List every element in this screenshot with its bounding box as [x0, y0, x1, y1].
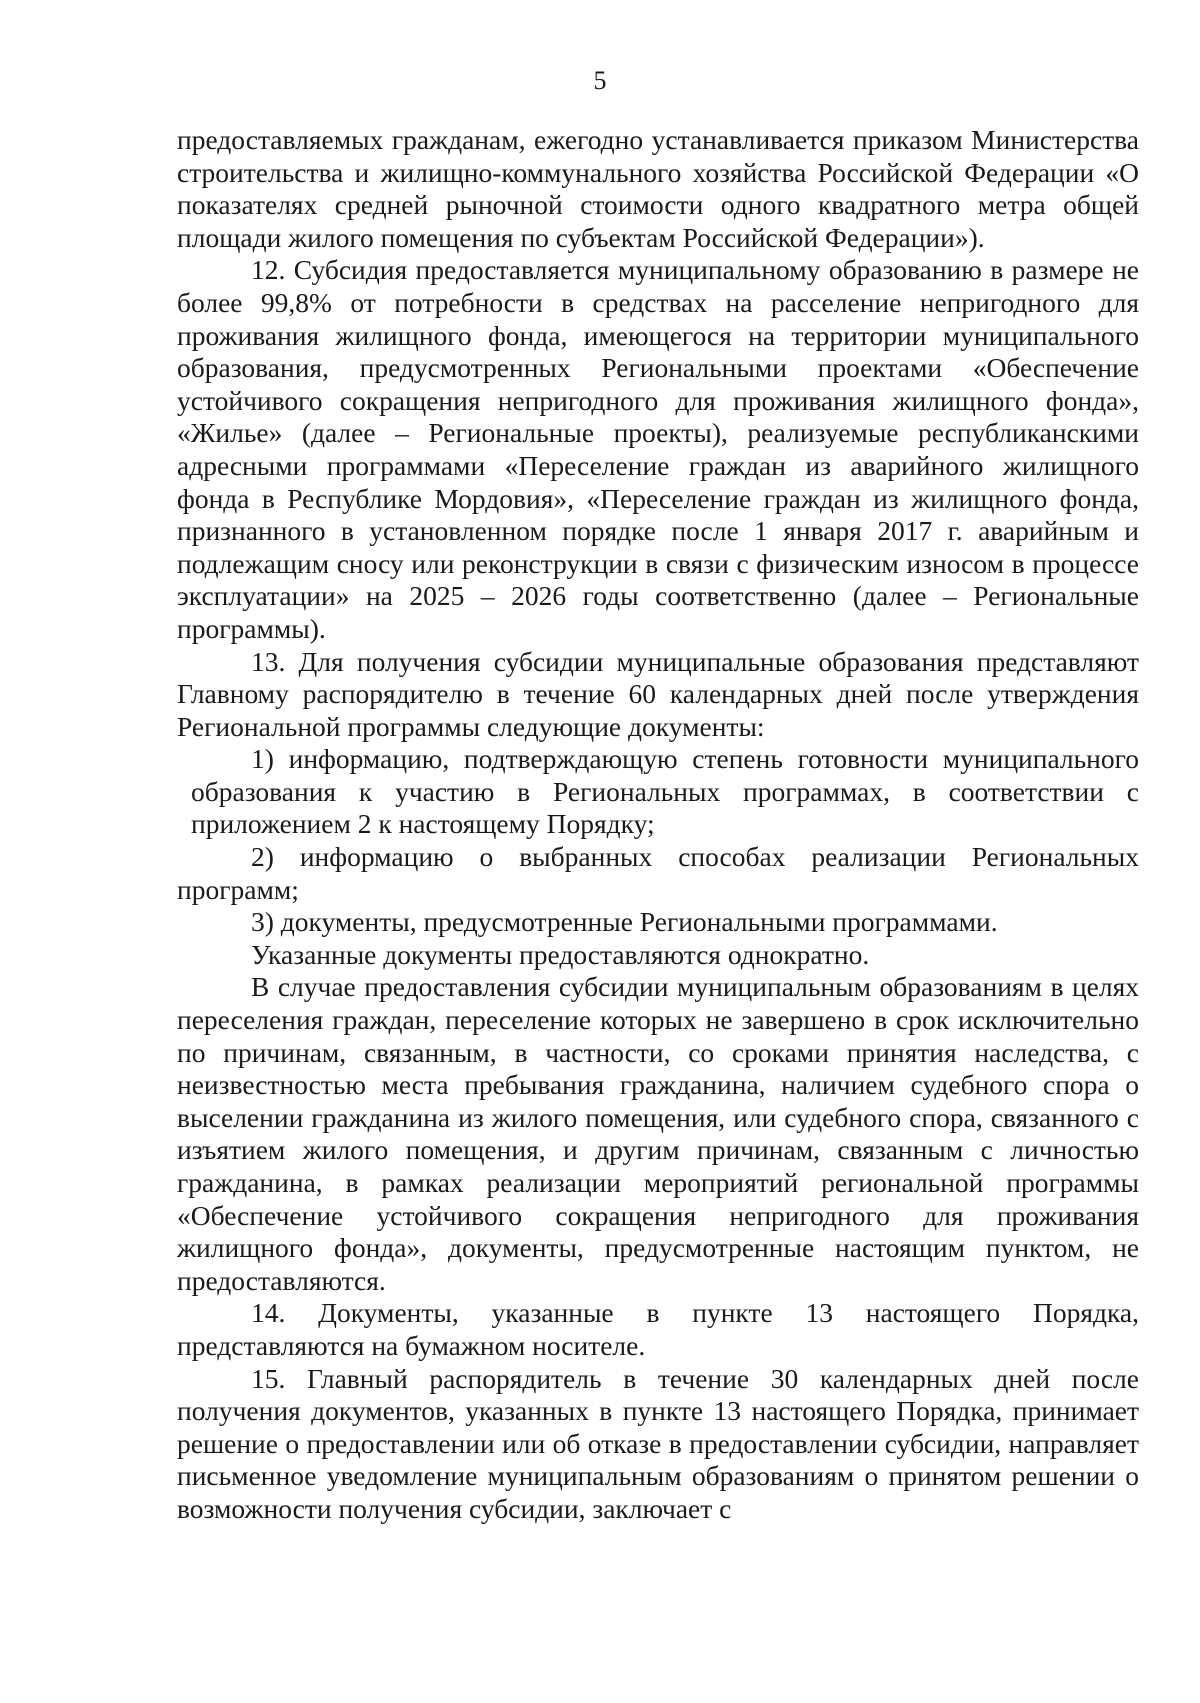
page-number: 5: [593, 66, 607, 95]
paragraph-13-item-2: 2) информацию о выбранных способах реализации Региональных программ;: [177, 841, 1139, 905]
paragraph-15: 15. Главный распорядитель в течение 30 календарных дней после получения документов, указанных в пункте 13 настоящего Порядка, принимает решение о предоставлении или об отказе в предоставлении субсидии, направляет письменное уведомление муниципальным образованиям о принятом решении о возможности получения субсидии, заключает с: [177, 1362, 1139, 1524]
paragraph-13-item-1: 1) информацию, подтверждающую степень готовности муниципального образования к участию в Региональных программах, в соответствии с приложением 2 к настоящему Порядку;: [191, 743, 1139, 840]
paragraph-12: 12. Субсидия предоставляется муниципальному образованию в размере не более 99,8% от потребности в средствах на расселение непригодного для проживания жилищного фонда, имеющегося на территории муниципального образования, предусмотренных Региональными проектами «Обеспечение устойчивого сокращения непригодного для проживания жилищного фонда», «Жилье» (далее – Региональные проекты), реализуемые республиканскими адресными программами «Переселение граждан из аварийного жилищного фонда в Республике Мордовия», «Переселение граждан из жилищного фонда, признанного в установленном порядке после 1 января 2017 г. аварийным и подлежащим сносу или реконструкции в связи с физическим износом в процессе эксплуатации» на 2025 – 2026 годы соответственно (далее – Региональные программы).: [177, 254, 1139, 644]
paragraph-13-once: Указанные документы предоставляются однократно.: [251, 938, 870, 970]
paragraph-14: 14. Документы, указанные в пункте 13 настоящего Порядка, представляются на бумажном носителе.: [177, 1297, 1139, 1361]
paragraph-continuation: предоставляемых гражданам, ежегодно устанавливается приказом Министерства строительства и жилищно-коммунального хозяйства Российской Федерации «О показателях средней рыночной стоимости одного квадратного метра общей площади жилого помещения по субъектам Российской Федерации»).: [177, 124, 1139, 253]
paragraph-13: 13. Для получения субсидии муниципальные образования представляют Главному распорядителю в течение 60 календарных дней после утверждения Региональной программы следующие документы:: [177, 645, 1139, 742]
document-body: [177, 124, 1139, 1526]
paragraph-13-exception: В случае предоставления субсидии муниципальным образованиям в целях переселения граждан, переселение которых не завершено в срок исключительно по причинам, связанным, в частности, со сроками принятия наследства, с неизвестностью места пребывания гражданина, наличием судебного спора о выселении гражданина из жилого помещения, или судебного спора, связанного с изъятием жилого помещения, и другим причинам, связанным с личностью гражданина, в рамках реализации мероприятий региональной программы «Обеспечение устойчивого сокращения непригодного для проживания жилищного фонда», документы, предусмотренные настоящим пунктом, не предоставляются.: [177, 971, 1139, 1296]
paragraph-13-item-3: 3) документы, предусмотренные Региональными программами.: [251, 906, 998, 938]
